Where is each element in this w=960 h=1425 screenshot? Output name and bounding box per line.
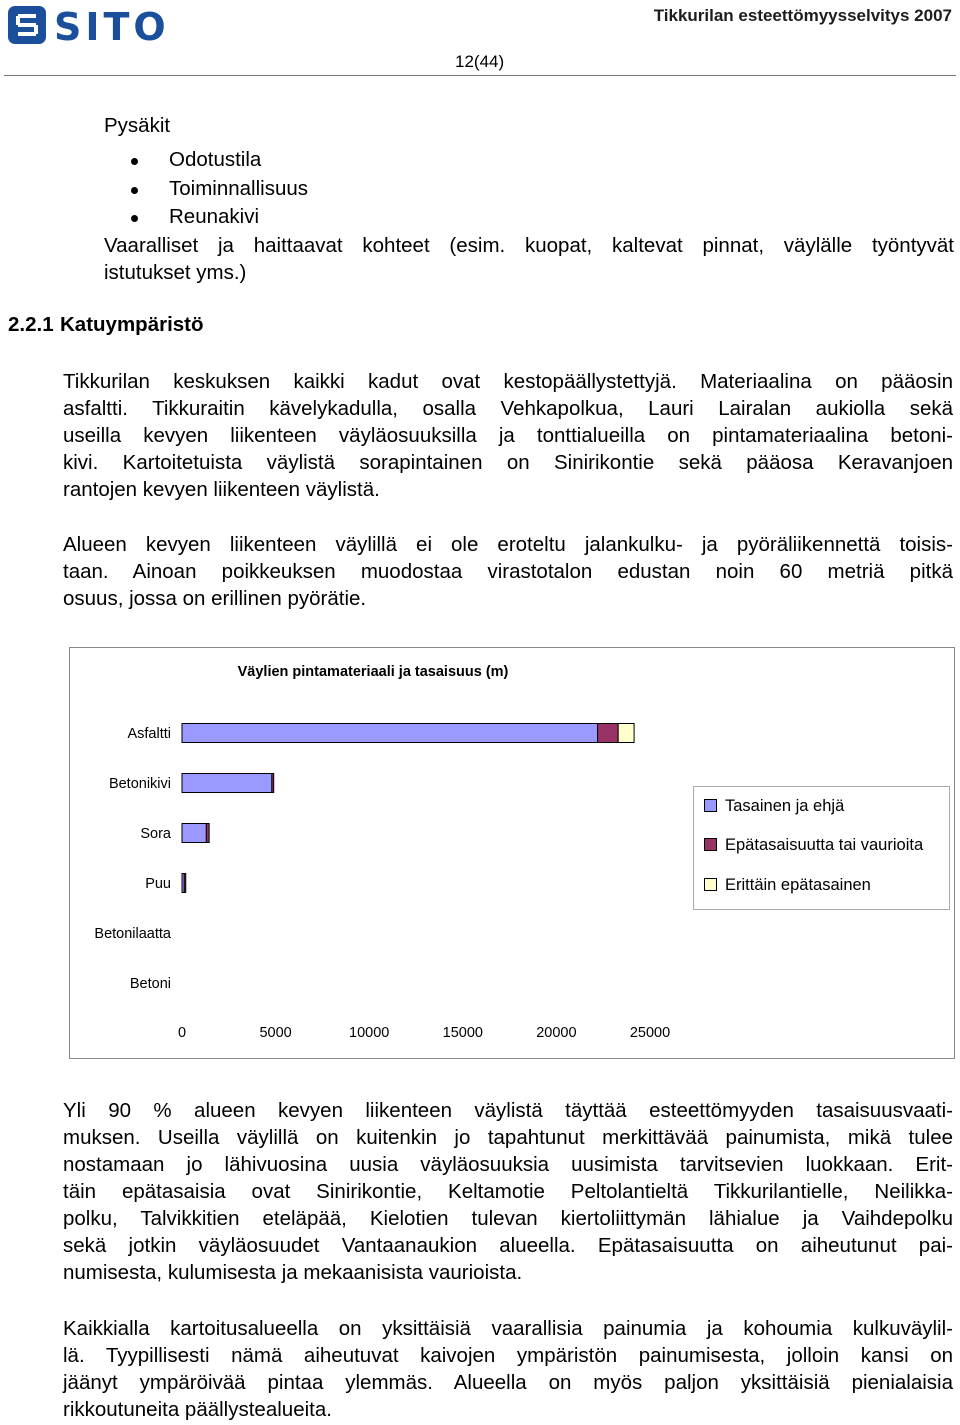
x-tick-label: 15000 [442,1025,483,1041]
stops-list [131,146,308,232]
legend-entry [704,797,844,816]
sito-logo [8,2,198,48]
legend-entry [704,876,871,895]
legend-entry [704,836,923,855]
para1-line: rantojen kevyen liikenteen väylistä. [63,478,380,501]
para3-line: Yli 90 % alueen kevyen liikenteen väylistä täyttää esteettömyyden tasaisuusvaati- [63,1099,953,1122]
category-label: Puu [145,876,171,892]
x-tick-label: 20000 [536,1025,577,1041]
section-number: 2.2.1 [8,313,54,336]
stops-label: Pysäkit [104,114,171,137]
bar-segment [598,724,619,743]
para2-line: taan. Ainoan poikkeuksen muodostaa virastotalon edustan noin 60 metriä pitkä [63,560,953,583]
category-label: Betonikivi [108,776,171,792]
para1-line: kivi. Kartoitetuista väylistä sorapintainen on Sinirikontie sekä pääosa Keravanjoen [63,451,953,474]
bar-segment [182,774,272,793]
logo-text: SITO [54,5,170,48]
category-label: Betonilaatta [94,926,171,942]
legend-swatch [704,799,717,812]
list-item: Reunakivi [131,203,308,232]
legend-swatch [704,878,717,891]
section-heading [8,313,204,337]
para3-line: polku, Talvikkitien eteläpää, Kielotien tulevan kiertoliittymän lähialue ja Vaihdepolku [63,1207,953,1230]
category-label: Betoni [129,976,171,992]
bar-segment [182,824,206,843]
bar-segment [206,824,209,843]
chart-legend [693,786,950,910]
header-divider [4,75,956,76]
para3-line: muksen. Useilla väylillä on kuitenkin jo tapahtunut merkittävää painumista, mikä tulee [63,1126,953,1149]
para4-line: Kaikkialla kartoitusalueella on yksittäisiä vaarallisia painumia ja kohoumia kulkuväylil- [63,1317,953,1340]
para2-line: Alueen kevyen liikenteen väylillä ei ole eroteltu jalankulku- ja pyöräliikennettä toisis- [63,533,953,556]
x-tick-label: 10000 [349,1025,390,1041]
bar-segment [184,874,186,893]
bar-segment [618,724,634,743]
chart-title: Väylien pintamateriaali ja tasaisuus (m) [237,664,509,680]
legend-swatch [704,838,717,851]
bar-segment [182,724,598,743]
category-label: Asfaltti [127,726,171,742]
para3-line: täin epätasaisia ovat Sinirikontie, Keltamotie Peltolantieltä Tikkurilantielle, Neilikka- [63,1180,953,1203]
legend-label: Tasainen ja ehjä [725,797,845,815]
document-title: Tikkurilan esteettömyysselvitys 2007 [653,6,952,25]
para3-line: sekä jotkin väyläosuudet Vantaanaukion alueella. Epätasaisuutta on aiheutunut pai- [63,1234,953,1257]
hazards-line-2: istutukset yms.) [104,261,247,284]
para2-line: osuus, jossa on erillinen pyörätie. [63,587,367,610]
para4-line: rikkoutuneita päällystealueita. [63,1398,332,1421]
section-title: Katuympäristö [60,313,204,336]
para3-line: numisesta, kulumisesta ja mekaanisista vaurioista. [63,1261,523,1284]
bar-segment [272,774,274,793]
para1-line: asfaltti. Tikkuraitin kävelykadulla, osalla Vehkapolkua, Lauri Lairalan aukiolla sekä [63,397,953,420]
legend-label: Erittäin epätasainen [725,876,871,894]
page-number: 12(44) [455,52,505,71]
list-item: Odotustila [131,146,308,175]
para4-line: jäänyt ympäröivää pintaa ylemmäs. Alueella on myös paljon yksittäisiä pienialaisia [63,1371,953,1394]
para1-line: Tikkurilan keskuksen kaikki kadut ovat kestopäällystettyjä. Materiaalina on pääosin [63,370,953,393]
x-tick-label: 5000 [259,1025,292,1041]
legend-label: Epätasaisuutta tai vaurioita [725,836,924,854]
category-label: Sora [140,826,171,842]
para4-line: lä. Tyypillisesti nämä aiheutuvat kaivojen ympäristön painumisesta, jolloin kansi on [63,1344,953,1367]
surface-material-chart [69,647,955,1059]
x-tick-label: 0 [177,1025,187,1041]
list-item: Toiminnallisuus [131,175,308,204]
x-tick-label: 25000 [629,1025,671,1041]
hazards-line-1: Vaaralliset ja haittaavat kohteet (esim. kuopat, kaltevat pinnat, väylälle työntyvät [104,234,954,257]
para3-line: nostamaan jo lähivuosina uusia väyläosuuksia uusimista tarvitsevien luokkaan. Erit- [63,1153,953,1176]
para1-line: useilla kevyen liikenteen väyläosuuksilla ja tonttialueilla on pintamateriaalina betoni- [63,424,953,447]
